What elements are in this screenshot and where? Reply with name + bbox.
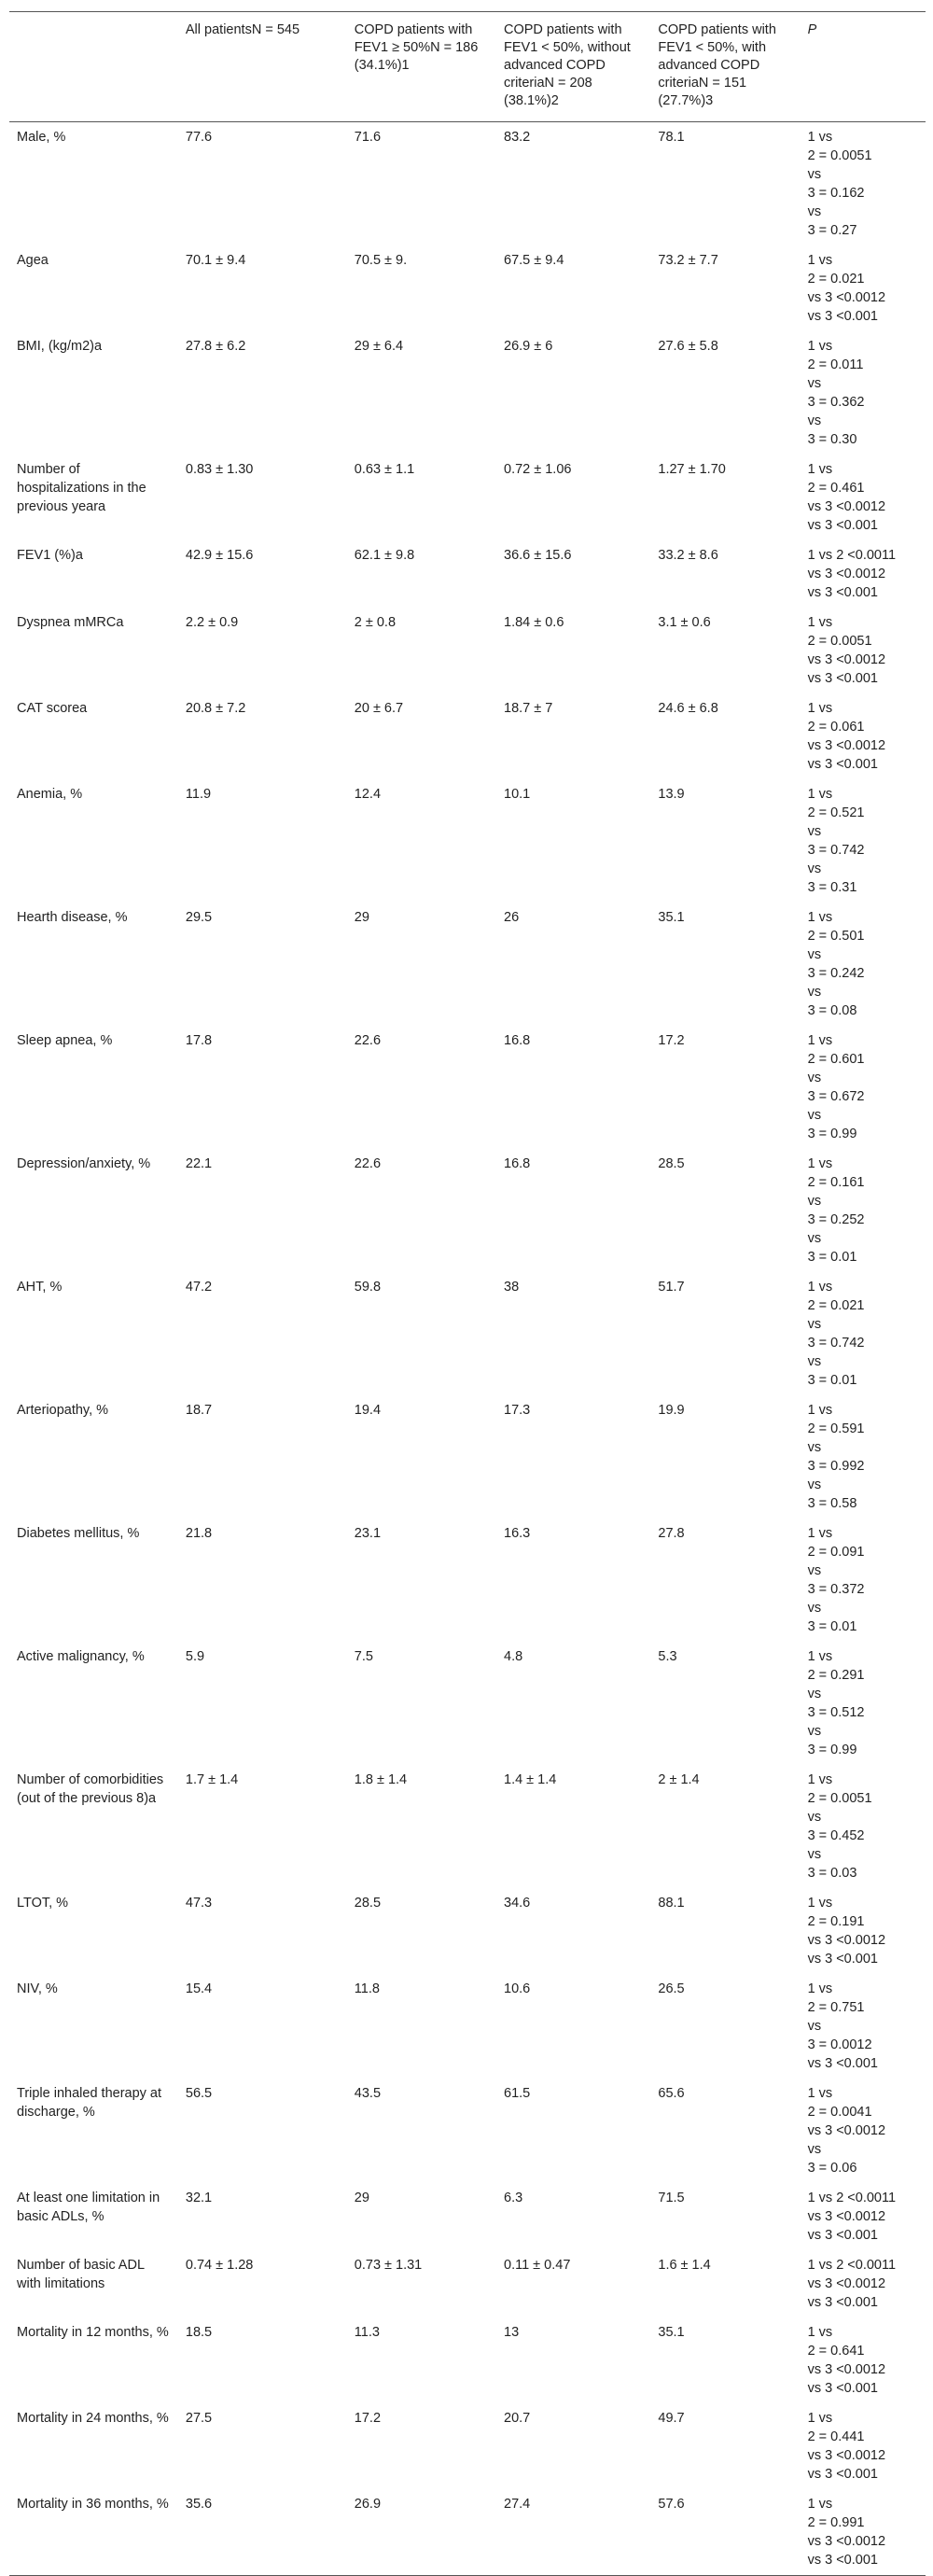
all-patients-cell: 20.8 ± 7.2 xyxy=(185,701,246,716)
table-row xyxy=(9,2079,926,2183)
group-2-cell: 1.84 ± 0.6 xyxy=(504,615,564,630)
header-cell-group-1: COPD patients with FEV1 ≥ 50%N = 186 (34.1%)1 xyxy=(354,22,479,73)
table-row xyxy=(9,122,926,246)
row-label-cell: Number of hospitalizations in the previous yeara xyxy=(17,462,146,514)
all-patients-cell: 18.7 xyxy=(185,1403,213,1418)
group-2-cell: 16.8 xyxy=(504,1033,531,1048)
all-patients-cell: 18.5 xyxy=(185,2325,213,2340)
group-3-cell: 51.7 xyxy=(658,1280,685,1295)
header-cell-group-3: COPD patients with FEV1 < 50%, with advanced COPD criteriaN = 151 (27.7%)3 xyxy=(658,22,776,108)
all-patients-cell: 17.8 xyxy=(185,1033,213,1048)
all-patients-cell: 77.6 xyxy=(185,130,213,145)
group-1-cell: 22.6 xyxy=(354,1156,382,1171)
p-value-cell: 1 vs 2 = 0.441 vs 3 <0.0012 vs 3 <0.001 xyxy=(807,2411,886,2482)
group-3-cell: 71.5 xyxy=(658,2191,685,2205)
table-row xyxy=(9,608,926,693)
group-2-cell: 17.3 xyxy=(504,1403,531,1418)
group-3-cell: 1.27 ± 1.70 xyxy=(658,462,726,477)
group-1-cell: 1.8 ± 1.4 xyxy=(354,1772,408,1787)
row-label-cell: CAT scorea xyxy=(17,701,88,716)
p-value-cell: 1 vs 2 <0.0011 vs 3 <0.0012 vs 3 <0.001 xyxy=(807,2191,897,2243)
group-3-cell: 24.6 ± 6.8 xyxy=(658,701,718,716)
group-3-cell: 2 ± 1.4 xyxy=(658,1772,700,1787)
group-1-cell: 23.1 xyxy=(354,1526,382,1541)
group-3-cell: 27.6 ± 5.8 xyxy=(658,339,718,354)
table-row xyxy=(9,693,926,779)
table-row xyxy=(9,1272,926,1395)
table-row xyxy=(9,1149,926,1272)
all-patients-cell: 5.9 xyxy=(185,1649,205,1664)
row-label-cell: LTOT, % xyxy=(17,1896,69,1911)
row-label-cell: At least one limitation in basic ADLs, % xyxy=(17,2191,160,2224)
table-row xyxy=(9,245,926,331)
row-label-cell: Mortality in 12 months, % xyxy=(17,2325,169,2340)
p-value-cell: 1 vs 2 = 0.0041 vs 3 <0.0012 vs 3 = 0.06 xyxy=(807,2086,886,2176)
p-value-cell: 1 vs 2 = 0.161 vs 3 = 0.252 vs 3 = 0.01 xyxy=(807,1156,865,1265)
row-label-cell: Sleep apnea, % xyxy=(17,1033,113,1048)
table-row xyxy=(9,1888,926,1974)
p-value-cell: 1 vs 2 = 0.521 vs 3 = 0.742 vs 3 = 0.31 xyxy=(807,787,865,895)
p-value-cell: 1 vs 2 = 0.991 vs 3 <0.0012 vs 3 <0.001 xyxy=(807,2497,886,2568)
group-2-cell: 0.72 ± 1.06 xyxy=(504,462,572,477)
p-value-cell: 1 vs 2 = 0.021 vs 3 = 0.742 vs 3 = 0.01 xyxy=(807,1280,865,1388)
group-3-cell: 57.6 xyxy=(658,2497,685,2512)
p-value-cell: 1 vs 2 = 0.021 vs 3 <0.0012 vs 3 <0.001 xyxy=(807,253,886,324)
row-label-cell: Mortality in 24 months, % xyxy=(17,2411,169,2426)
group-1-cell: 20 ± 6.7 xyxy=(354,701,404,716)
group-2-cell: 27.4 xyxy=(504,2497,531,2512)
group-2-cell: 10.6 xyxy=(504,1981,531,1996)
table-header xyxy=(9,12,926,122)
group-3-cell: 19.9 xyxy=(658,1403,685,1418)
group-3-cell: 13.9 xyxy=(658,787,685,802)
p-value-cell: 1 vs 2 = 0.641 vs 3 <0.0012 vs 3 <0.001 xyxy=(807,2325,886,2396)
table-body xyxy=(9,122,926,2576)
group-3-cell: 1.6 ± 1.4 xyxy=(658,2258,711,2273)
group-2-cell: 83.2 xyxy=(504,130,531,145)
table-row xyxy=(9,1974,926,2079)
row-label-cell: Mortality in 36 months, % xyxy=(17,2497,169,2512)
header-cell-label xyxy=(9,12,178,122)
table-row xyxy=(9,1642,926,1765)
all-patients-cell: 56.5 xyxy=(185,2086,213,2101)
group-3-cell: 73.2 ± 7.7 xyxy=(658,253,718,268)
all-patients-cell: 47.2 xyxy=(185,1280,213,1295)
group-1-cell: 0.63 ± 1.1 xyxy=(354,462,415,477)
group-1-cell: 11.8 xyxy=(354,1981,380,1996)
all-patients-cell: 15.4 xyxy=(185,1981,213,1996)
p-value-cell: 1 vs 2 = 0.091 vs 3 = 0.372 vs 3 = 0.01 xyxy=(807,1526,865,1634)
all-patients-cell: 0.74 ± 1.28 xyxy=(185,2258,254,2273)
group-2-cell: 20.7 xyxy=(504,2411,531,2426)
p-value-cell: 1 vs 2 = 0.0051 vs 3 <0.0012 vs 3 <0.001 xyxy=(807,615,886,686)
all-patients-cell: 1.7 ± 1.4 xyxy=(185,1772,239,1787)
row-label-cell: Number of comorbidities (out of the previous 8)a xyxy=(17,1772,164,1806)
all-patients-cell: 27.5 xyxy=(185,2411,213,2426)
row-label-cell: Number of basic ADL with limitations xyxy=(17,2258,145,2291)
header-cell-p: P xyxy=(807,22,817,37)
table-row xyxy=(9,2403,926,2489)
row-label-cell: Depression/anxiety, % xyxy=(17,1156,151,1171)
row-label-cell: Male, % xyxy=(17,130,66,145)
p-value-cell: 1 vs 2 <0.0011 vs 3 <0.0012 vs 3 <0.001 xyxy=(807,2258,897,2310)
group-2-cell: 38 xyxy=(504,1280,520,1295)
p-value-cell: 1 vs 2 = 0.191 vs 3 <0.0012 vs 3 <0.001 xyxy=(807,1896,886,1967)
row-label-cell: Triple inhaled therapy at discharge, % xyxy=(17,2086,162,2120)
table-row xyxy=(9,1519,926,1642)
group-2-cell: 26.9 ± 6 xyxy=(504,339,553,354)
group-3-cell: 3.1 ± 0.6 xyxy=(658,615,711,630)
table-row xyxy=(9,903,926,1026)
group-1-cell: 7.5 xyxy=(354,1649,373,1664)
p-value-cell: 1 vs 2 = 0.501 vs 3 = 0.242 vs 3 = 0.08 xyxy=(807,910,865,1018)
group-1-cell: 11.3 xyxy=(354,2325,380,2340)
group-3-cell: 17.2 xyxy=(658,1033,685,1048)
group-2-cell: 13 xyxy=(504,2325,520,2340)
group-3-cell: 26.5 xyxy=(658,1981,685,1996)
group-2-cell: 16.3 xyxy=(504,1526,531,1541)
group-3-cell: 35.1 xyxy=(658,2325,685,2340)
group-2-cell: 1.4 ± 1.4 xyxy=(504,1772,557,1787)
group-3-cell: 35.1 xyxy=(658,910,685,925)
row-label-cell: Anemia, % xyxy=(17,787,83,802)
all-patients-cell: 42.9 ± 15.6 xyxy=(185,548,254,563)
group-1-cell: 28.5 xyxy=(354,1896,382,1911)
all-patients-cell: 0.83 ± 1.30 xyxy=(185,462,254,477)
all-patients-cell: 11.9 xyxy=(185,787,212,802)
header-cell-group-2: COPD patients with FEV1 < 50%, without advanced COPD criteriaN = 208 (38.1%)2 xyxy=(504,22,631,108)
group-3-cell: 5.3 xyxy=(658,1649,677,1664)
group-1-cell: 43.5 xyxy=(354,2086,382,2101)
p-value-cell: 1 vs 2 = 0.011 vs 3 = 0.362 vs 3 = 0.30 xyxy=(807,339,865,447)
table-row xyxy=(9,779,926,903)
table-row xyxy=(9,2183,926,2250)
table-row xyxy=(9,540,926,608)
table-row xyxy=(9,2250,926,2317)
group-1-cell: 70.5 ± 9. xyxy=(354,253,408,268)
row-label-cell: Agea xyxy=(17,253,49,268)
table-row xyxy=(9,2489,926,2576)
table-row xyxy=(9,1395,926,1519)
group-3-cell: 27.8 xyxy=(658,1526,685,1541)
group-1-cell: 22.6 xyxy=(354,1033,382,1048)
group-2-cell: 26 xyxy=(504,910,520,925)
p-value-cell: 1 vs 2 = 0.751 vs 3 = 0.0012 vs 3 <0.001 xyxy=(807,1981,878,2071)
p-value-cell: 1 vs 2 = 0.461 vs 3 <0.0012 vs 3 <0.001 xyxy=(807,462,886,533)
all-patients-cell: 21.8 xyxy=(185,1526,213,1541)
group-2-cell: 6.3 xyxy=(504,2191,523,2205)
group-2-cell: 10.1 xyxy=(504,787,531,802)
all-patients-cell: 22.1 xyxy=(185,1156,213,1171)
group-1-cell: 2 ± 0.8 xyxy=(354,615,397,630)
group-2-cell: 34.6 xyxy=(504,1896,531,1911)
group-1-cell: 62.1 ± 9.8 xyxy=(354,548,415,563)
group-1-cell: 29 xyxy=(354,910,369,925)
group-1-cell: 19.4 xyxy=(354,1403,382,1418)
group-2-cell: 36.6 ± 15.6 xyxy=(504,548,572,563)
all-patients-cell: 47.3 xyxy=(185,1896,213,1911)
group-2-cell: 67.5 ± 9.4 xyxy=(504,253,564,268)
data-table xyxy=(9,11,926,2576)
row-label-cell: BMI, (kg/m2)a xyxy=(17,339,103,354)
group-2-cell: 61.5 xyxy=(504,2086,531,2101)
p-value-cell: 1 vs 2 <0.0011 vs 3 <0.0012 vs 3 <0.001 xyxy=(807,548,897,600)
group-2-cell: 16.8 xyxy=(504,1156,531,1171)
all-patients-cell: 27.8 ± 6.2 xyxy=(185,339,246,354)
group-1-cell: 12.4 xyxy=(354,787,382,802)
group-2-cell: 4.8 xyxy=(504,1649,523,1664)
all-patients-cell: 32.1 xyxy=(185,2191,213,2205)
header-cell-all: All patientsN = 545 xyxy=(185,22,300,37)
p-value-cell: 1 vs 2 = 0.061 vs 3 <0.0012 vs 3 <0.001 xyxy=(807,701,886,772)
group-2-cell: 0.11 ± 0.47 xyxy=(504,2258,571,2273)
table-row xyxy=(9,1765,926,1888)
row-label-cell: Hearth disease, % xyxy=(17,910,128,925)
group-1-cell: 59.8 xyxy=(354,1280,382,1295)
table-container xyxy=(9,11,926,2576)
group-3-cell: 49.7 xyxy=(658,2411,685,2426)
header-row xyxy=(9,12,926,122)
all-patients-cell: 70.1 ± 9.4 xyxy=(185,253,246,268)
group-3-cell: 65.6 xyxy=(658,2086,685,2101)
group-3-cell: 33.2 ± 8.6 xyxy=(658,548,718,563)
row-label-cell: Arteriopathy, % xyxy=(17,1403,109,1418)
row-label-cell: AHT, % xyxy=(17,1280,63,1295)
group-3-cell: 88.1 xyxy=(658,1896,685,1911)
p-value-cell: 1 vs 2 = 0.291 vs 3 = 0.512 vs 3 = 0.99 xyxy=(807,1649,865,1757)
all-patients-cell: 29.5 xyxy=(185,910,213,925)
row-label-cell: Dyspnea mMRCa xyxy=(17,615,124,630)
group-3-cell: 28.5 xyxy=(658,1156,685,1171)
row-label-cell: Active malignancy, % xyxy=(17,1649,145,1664)
table-row xyxy=(9,331,926,455)
row-label-cell: Diabetes mellitus, % xyxy=(17,1526,140,1541)
all-patients-cell: 2.2 ± 0.9 xyxy=(185,615,239,630)
group-1-cell: 17.2 xyxy=(354,2411,382,2426)
table-row xyxy=(9,2317,926,2403)
group-1-cell: 26.9 xyxy=(354,2497,382,2512)
group-1-cell: 0.73 ± 1.31 xyxy=(354,2258,423,2273)
group-2-cell: 18.7 ± 7 xyxy=(504,701,553,716)
row-label-cell: NIV, % xyxy=(17,1981,58,1996)
group-1-cell: 71.6 xyxy=(354,130,382,145)
all-patients-cell: 35.6 xyxy=(185,2497,213,2512)
p-value-cell: 1 vs 2 = 0.0051 vs 3 = 0.162 vs 3 = 0.27 xyxy=(807,130,872,238)
group-3-cell: 78.1 xyxy=(658,130,685,145)
row-label-cell: FEV1 (%)a xyxy=(17,548,83,563)
group-1-cell: 29 ± 6.4 xyxy=(354,339,404,354)
p-value-cell: 1 vs 2 = 0.0051 vs 3 = 0.452 vs 3 = 0.03 xyxy=(807,1772,872,1881)
p-value-cell: 1 vs 2 = 0.601 vs 3 = 0.672 vs 3 = 0.99 xyxy=(807,1033,865,1141)
table-row xyxy=(9,455,926,540)
table-row xyxy=(9,1026,926,1149)
group-1-cell: 29 xyxy=(354,2191,369,2205)
p-value-cell: 1 vs 2 = 0.591 vs 3 = 0.992 vs 3 = 0.58 xyxy=(807,1403,865,1511)
